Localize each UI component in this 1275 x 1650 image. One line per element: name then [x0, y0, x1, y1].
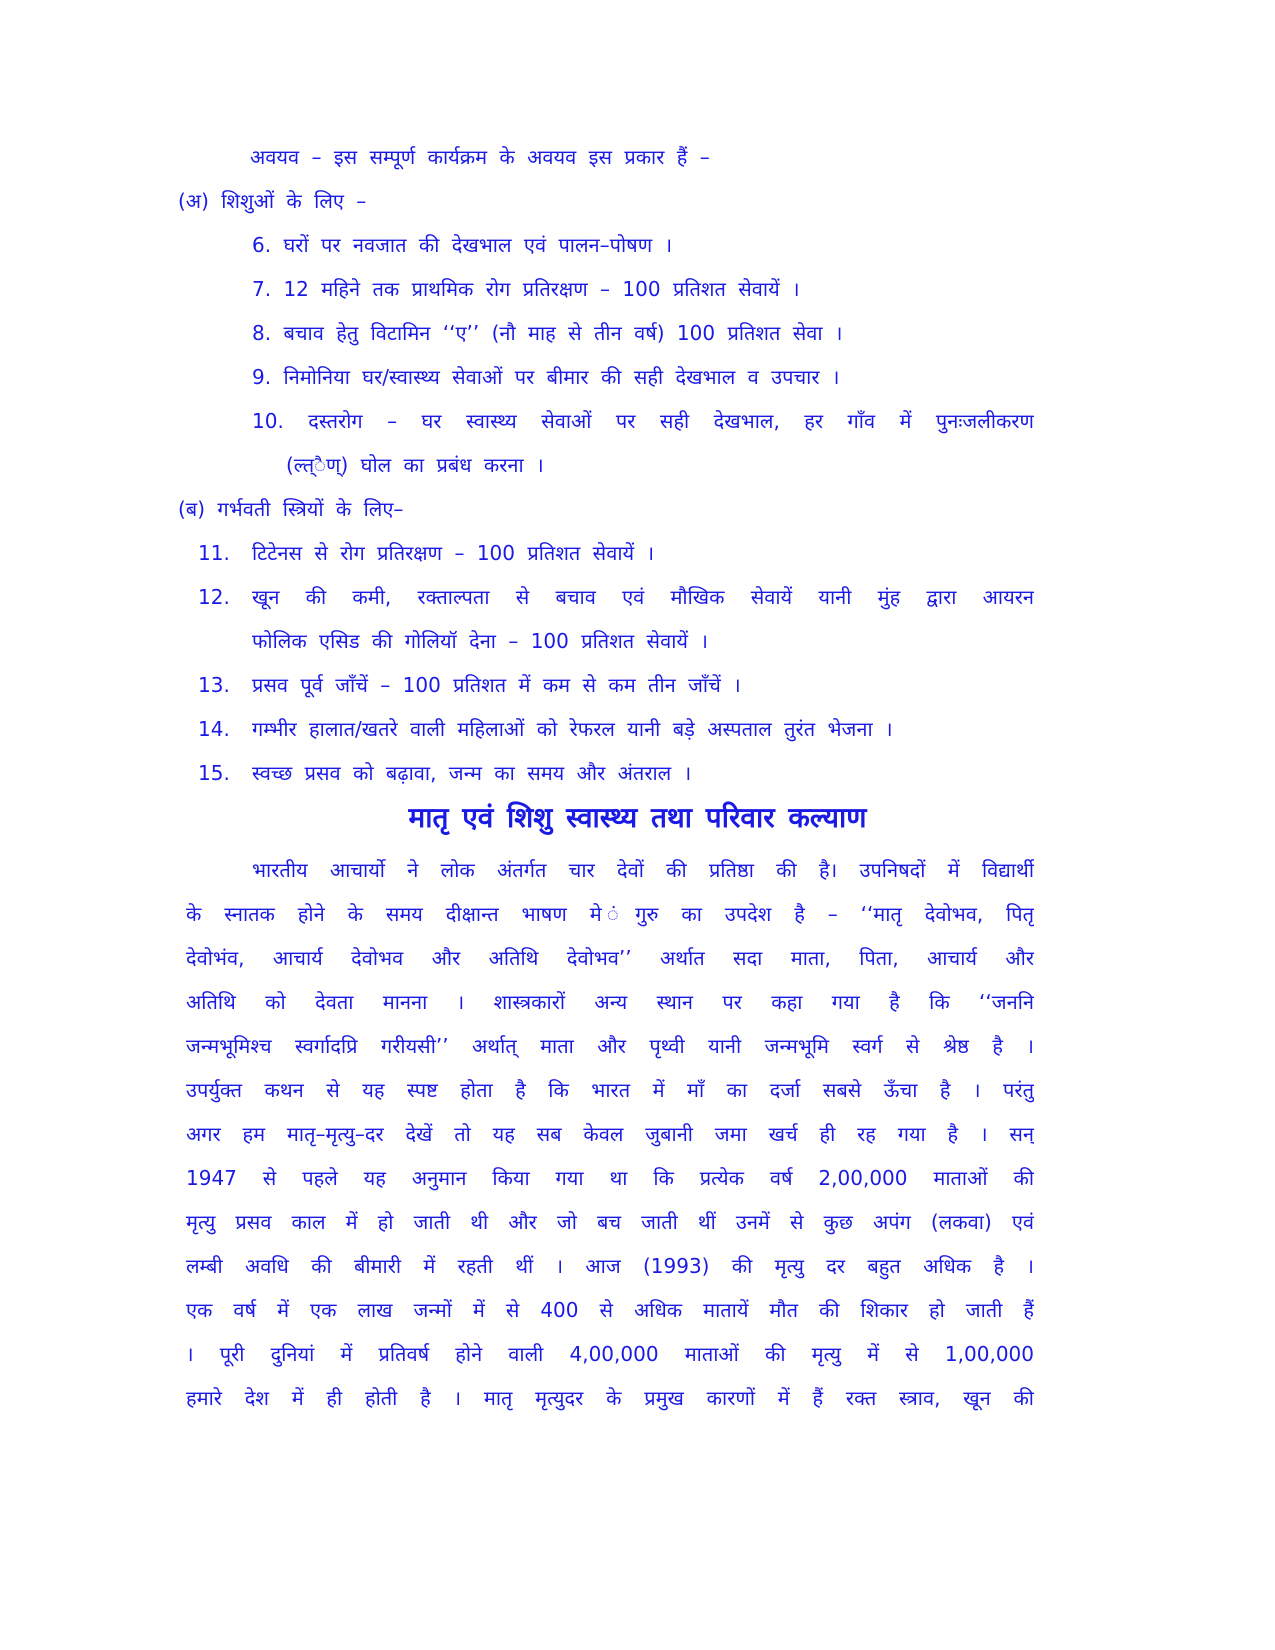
list-item-15 — [198, 759, 691, 787]
paragraph-line: लम्बी अवधि की बीमारी में रहती थीं । आज (1993) की मृत्यु दर बहुत अधिक है । — [186, 1254, 1034, 1278]
list-item-12-continued: फोलिक एसिड की गोलियॉ देना – 100 प्रतिशत सेवायें । — [252, 629, 708, 653]
paragraph-line: हमारे देश में ही होती है । मातृ मृत्युदर के प्रमुख कारणों में हैं रक्त स्त्राव, खून की — [186, 1386, 1034, 1410]
paragraph-line: 1947 से पहले यह अनुमान किया गया था कि प्रत्येक वर्ष 2,00,000 माताओं की — [186, 1166, 1034, 1190]
section-heading: मातृ एवं शिशु स्वास्थ्य तथा परिवार कल्याण — [408, 801, 867, 834]
paragraph-line: अगर हम मातृ–मृत्यु–दर देखें तो यह सब केवल जुबानी जमा खर्च ही रह गया है । सन् — [186, 1122, 1034, 1146]
list-item-number: 15. — [198, 761, 230, 785]
paragraph-line: । पूरी दुनियां में प्रतिवर्ष होने वाली 4,00,000 माताओं की मृत्यु में से 1,00,000 — [186, 1342, 1034, 1366]
list-item-number: 11. — [198, 541, 230, 565]
list-item-14 — [198, 715, 893, 743]
paragraph-line: भारतीय आचार्यो ने लोक अंतर्गत चार देवों की प्रतिष्ठा की है। उपनिषदों में विद्यार्थी — [252, 858, 1034, 882]
list-item-12 — [198, 583, 1034, 613]
list-item-number: 13. — [198, 673, 230, 697]
paragraph-line: एक वर्ष में एक लाख जन्मों में से 400 से अधिक मातायें मौत की शिकार हो जाती हैं — [186, 1298, 1034, 1322]
paragraph-line: मृत्यु प्रसव काल में हो जाती थी और जो बच जाती थीं उनमें से कुछ अपंग (लकवा) एवं — [186, 1210, 1034, 1234]
paragraph-line: के स्नातक होने के समय दीक्षान्त भाषण मे ंगुरु का उपदेश है – ‘‘मातृ देवोभव, पितृ — [186, 902, 1034, 926]
list-item-number: 12. — [198, 585, 230, 609]
paragraph-line: उपर्युक्त कथन से यह स्पष्ट होता है कि भारत में माँ का दर्जा सबसे ऊँचा है । परंतु — [186, 1078, 1034, 1102]
paragraph-line: जन्मभूमिश्च स्वर्गादप्रि गरीयसी’’ अर्थात् माता और पृथ्वी यानी जन्मभूमि स्वर्ग से श्रेष्ठ है । — [186, 1034, 1034, 1058]
list-item-text: टिटेनस से रोग प्रतिरक्षण – 100 प्रतिशत सेवायें । — [252, 541, 655, 565]
section-a-title: (अ) शिशुओं के लिए – — [178, 189, 367, 213]
section-b-title: (ब) गर्भवती स्त्रियों के लिए– — [178, 497, 404, 521]
list-item-10-line1: 10. दस्तरोग – घर स्वास्थ्य सेवाओं पर सही देखभाल, हर गाँव में पुनःजलीकरण — [252, 409, 1034, 433]
list-item-6: 6. घरों पर नवजात की देखभाल एवं पालन–पोषण । — [252, 233, 673, 257]
paragraph-line: अतिथि को देवता मानना । शास्त्रकारों अन्य स्थान पर कहा गया है कि ‘‘जननि — [186, 990, 1034, 1014]
list-item-11 — [198, 539, 654, 567]
list-item-number: 14. — [198, 717, 230, 741]
list-item-text: गम्भीर हालात/खतरे वाली महिलाओं को रेफरल यानी बड़े अस्पताल तुरंत भेजना । — [252, 717, 893, 741]
paragraph-line: देवोभंव, आचार्य देवोभव और अतिथि देवोभव’’ अर्थात सदा माता, पिता, आचार्य और — [186, 946, 1034, 970]
list-item-text: स्वच्छ प्रसव को बढ़ावा, जन्म का समय और अंतराल । — [252, 761, 692, 785]
list-item-text: प्रसव पूर्व जाँचें – 100 प्रतिशत में कम से कम तीन जाँचें । — [252, 673, 741, 697]
list-item-13 — [198, 671, 741, 699]
list-item-7: 7. 12 महिने तक प्राथमिक रोग प्रतिरक्षण – 100 प्रतिशत सेवायें । — [252, 277, 800, 301]
components-intro: अवयव – इस सम्पूर्ण कार्यक्रम के अवयव इस प्रकार हैं – — [250, 145, 710, 169]
list-item-9: 9. निमोनिया घर/स्वास्थ्य सेवाओं पर बीमार की सही देखभाल व उपचार । — [252, 365, 840, 389]
list-item-8: 8. बचाव हेतु विटामिन ‘‘ए’’ (नौ माह से तीन वर्ष) 100 प्रतिशत सेवा । — [252, 321, 843, 345]
list-item-10-line2: (ल्त्ैण्) घोल का प्रबंध करना । — [286, 453, 544, 477]
list-item-text: खून की कमी, रक्ताल्पता से बचाव एवं मौखिक सेवायें यानी मुंह द्वारा आयरन — [252, 585, 1034, 609]
